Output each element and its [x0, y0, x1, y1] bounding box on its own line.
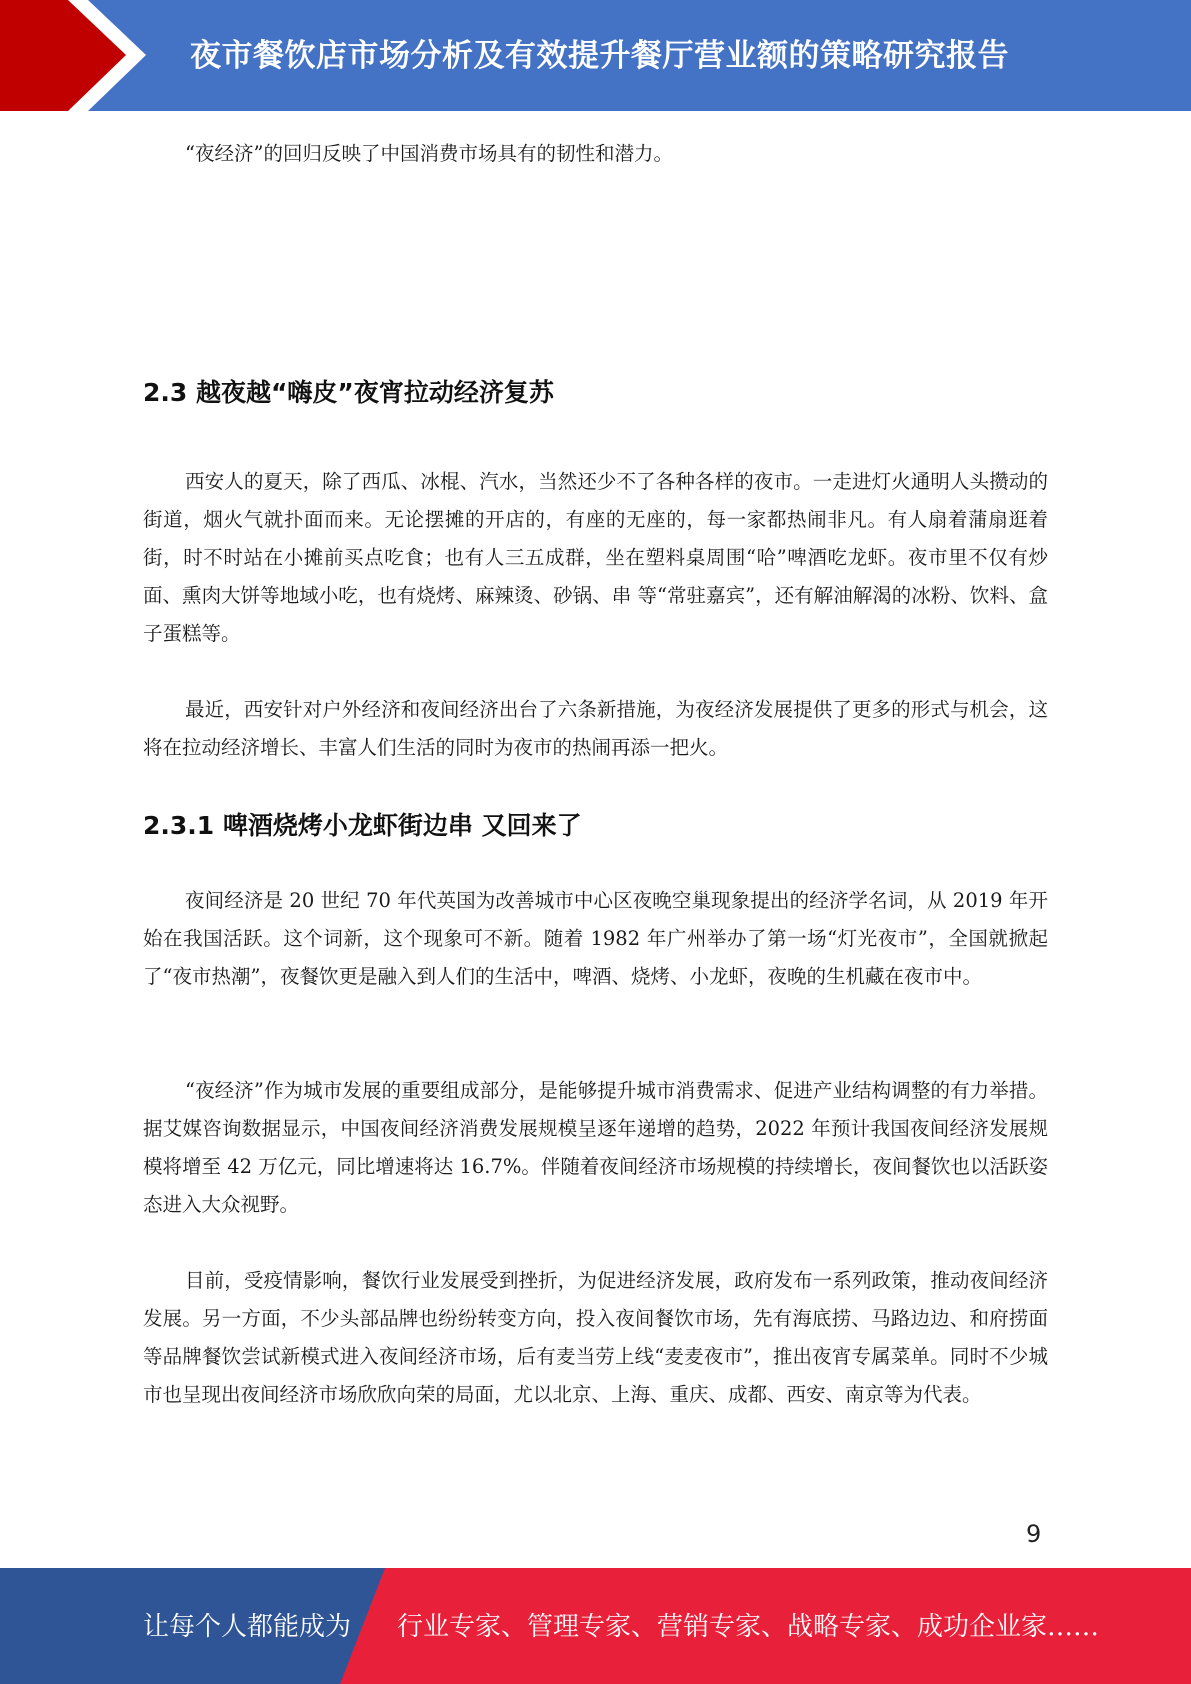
paragraph-xian-summer: 西安人的夏天，除了西瓜、冰棍、汽水，当然还少不了各种各样的夜市。一走进灯火通明人头攒动的街道，烟火气就扑面而来。无论摆摊的开店的，有座的无座的，每一家都热闹非凡。有人扇着蒲扇逛着街，时不时站在小摊前买点吃食；也有人三五成群，坐在塑料桌周围“哈”啤酒吃龙虾。夜市里不仅有炒面、熏肉大饼等地域小吃，也有烧烤、麻辣烫、砂锅、串 等“常驻嘉宾”，还有解油解渴的冰粉、饮料、盒子蛋糕等。 [143, 470, 1048, 645]
paragraph-xian-measures: 最近，西安针对户外经济和夜间经济出台了六条新措施，为夜经济发展提供了更多的形式与机会，这将在拉动经济增长、丰富人们生活的同时为夜市的热闹再添一把火。 [143, 698, 1048, 759]
footer-slogan-right: 行业专家、管理专家、营销专家、战略专家、成功企业家…… [397, 1612, 1100, 1642]
section-heading-2-3: 2.3 越夜越“嗨皮”夜宵拉动经济复苏 [143, 378, 554, 407]
section-heading-2-3-1: 2.3.1 啤酒烧烤小龙虾街边串 又回来了 [143, 811, 582, 840]
header-title: 夜市餐饮店市场分析及有效提升餐厅营业额的策略研究报告 [190, 38, 1009, 74]
footer-slogan-left: 让每个人都能成为 [143, 1612, 352, 1642]
page-footer [0, 1568, 1191, 1684]
page-header [0, 0, 1191, 111]
paragraph-night-economy-origin: 夜间经济是 20 世纪 70 年代英国为改善城市中心区夜晚空巢现象提出的经济学名词，从 2019 年开始在我国活跃。这个词新，这个现象可不新。随着 1982 年广州举办了第一场“灯光夜市”，全国就掀起了“夜市热潮”，夜餐饮更是融入到人们的生活中，啤酒、烧烤、小龙虾，夜晚的生机藏在夜市中。 [143, 889, 1048, 988]
paragraph-night-economy-scale: “夜经济”作为城市发展的重要组成部分，是能够提升城市消费需求、促进产业结构调整的有力举措。据艾媒咨询数据显示，中国夜间经济消费发展规模呈逐年递增的趋势，2022 年预计我国夜间经济发展规模将增至 42 万亿元，同比增速将达 16.7%。伴随着夜间经济市场规模的持续增长，夜间餐饮也以活跃姿态进入大众视野。 [143, 1079, 1048, 1216]
paragraph-intro: “夜经济”的回归反映了中国消费市场具有的韧性和潜力。 [185, 142, 673, 165]
paragraph-brands-policy: 目前，受疫情影响，餐饮行业发展受到挫折，为促进经济发展，政府发布一系列政策，推动夜间经济发展。另一方面，不少头部品牌也纷纷转变方向，投入夜间餐饮市场，先有海底捞、马路边边、和府捞面等品牌餐饮尝试新模式进入夜间经济市场，后有麦当劳上线“麦麦夜市”，推出夜宵专属菜单。同时不少城市也呈现出夜间经济市场欣欣向荣的局面，尤以北京、上海、重庆、成都、西安、南京等为代表。 [143, 1269, 1048, 1406]
page-number: 9 [1026, 1520, 1042, 1548]
